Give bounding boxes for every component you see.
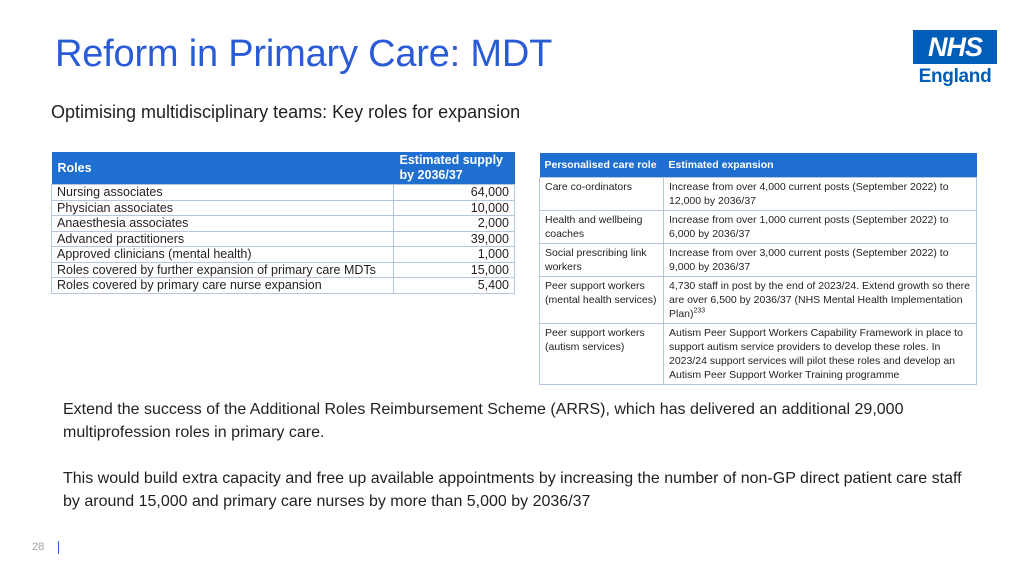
expansion-cell	[664, 277, 977, 324]
supply-cell: 2,000	[394, 216, 515, 232]
care-role-cell: Health and wellbeing coaches	[540, 211, 664, 244]
expansion-text: Increase from over 1,000 current posts (September 2022) to 6,000 by 2036/37	[669, 214, 949, 240]
table-row	[540, 178, 977, 211]
personalised-care-table	[539, 153, 977, 385]
role-cell: Physician associates	[52, 200, 394, 216]
arrs-paragraph: Extend the success of the Additional Roles Reimbursement Scheme (ARRS), which has delivered an additional 29,000 multiprofession roles in primary care.	[63, 401, 904, 441]
page-divider	[58, 541, 59, 554]
table-row	[52, 247, 515, 263]
expansion-text: Increase from over 3,000 current posts (September 2022) to 9,000 by 2036/37	[669, 247, 949, 273]
expansion-cell	[664, 211, 977, 244]
table-row	[52, 216, 515, 232]
roles-supply-table	[51, 152, 515, 294]
care-role-header: Personalised care role	[540, 153, 664, 178]
table-row	[52, 185, 515, 201]
expansion-cell	[664, 178, 977, 211]
supply-cell: 39,000	[394, 231, 515, 247]
role-cell: Approved clinicians (mental health)	[52, 247, 394, 263]
role-cell: Nursing associates	[52, 185, 394, 201]
table-row	[52, 200, 515, 216]
table-header-row	[540, 153, 977, 178]
role-cell: Roles covered by further expansion of primary care MDTs	[52, 262, 394, 278]
role-cell: Roles covered by primary care nurse expansion	[52, 278, 394, 294]
expansion-header: Estimated expansion	[664, 153, 977, 178]
table-row	[52, 231, 515, 247]
supply-cell: 1,000	[394, 247, 515, 263]
expansion-cell	[664, 244, 977, 277]
capacity-paragraph: This would build extra capacity and free up available appointments by increasing the number of non-GP direct patient care staff by around 15,000 and primary care nurses by more than 5,000 by 2036/37	[63, 470, 962, 510]
table-row	[540, 277, 977, 324]
supply-cell: 10,000	[394, 200, 515, 216]
roles-header: Roles	[52, 152, 394, 185]
table-row	[540, 211, 977, 244]
table-row	[52, 262, 515, 278]
supply-cell: 5,400	[394, 278, 515, 294]
expansion-text: Increase from over 4,000 current posts (September 2022) to 12,000 by 2036/37	[669, 181, 949, 207]
table-header-row	[52, 152, 515, 185]
role-cell: Anaesthesia associates	[52, 216, 394, 232]
page-title: Reform in Primary Care: MDT	[55, 33, 553, 75]
care-role-cell: Social prescribing link workers	[540, 244, 664, 277]
expansion-cell	[664, 324, 977, 385]
care-role-cell: Care co-ordinators	[540, 178, 664, 211]
expansion-text: 4,730 staff in post by the end of 2023/24. Extend growth so there are over 6,500 by 2036/37 (NHS Mental Health Implementation Plan)	[669, 280, 971, 320]
role-cell: Advanced practitioners	[52, 231, 394, 247]
expansion-text: Autism Peer Support Workers Capability Framework in place to support autism service providers to develop these roles. In 2023/24 support services will pilot these roles and develop an Autism Peer Support Worker Training programme	[669, 327, 963, 381]
subtitle: Optimising multidisciplinary teams: Key roles for expansion	[51, 102, 521, 122]
page-number: 28	[32, 541, 45, 553]
footnote-ref: 233	[693, 307, 706, 315]
care-role-cell: Peer support workers (autism services)	[540, 324, 664, 385]
table-row	[540, 244, 977, 277]
supply-header: Estimated supply by 2036/37	[394, 152, 515, 185]
supply-cell: 15,000	[394, 262, 515, 278]
table-row	[52, 278, 515, 294]
table-row	[540, 324, 977, 385]
supply-cell: 64,000	[394, 185, 515, 201]
care-role-cell: Peer support workers (mental health services)	[540, 277, 664, 324]
nhs-logo-region: England	[918, 66, 992, 87]
nhs-logo-box: NHS	[913, 30, 997, 64]
nhs-england-logo	[913, 30, 997, 88]
